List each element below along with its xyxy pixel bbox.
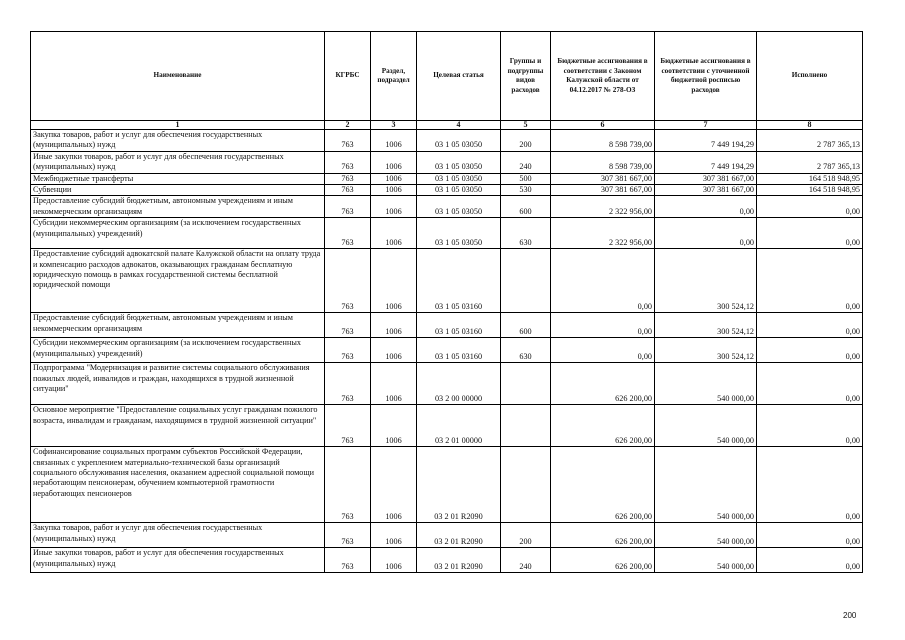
row-kgrbs: 763: [325, 405, 371, 447]
row-section: 1006: [371, 151, 417, 173]
row-kgrbs: 763: [325, 130, 371, 152]
row-kgrbs: 763: [325, 548, 371, 573]
row-law-allocation: 8 598 739,00: [551, 151, 655, 173]
row-expense-group: [501, 363, 551, 405]
row-target-article: 03 1 05 03160: [417, 313, 501, 338]
row-executed: 0,00: [757, 249, 863, 313]
column-number: 8: [757, 121, 863, 130]
row-expense-group: [501, 249, 551, 313]
row-expense-group: 630: [501, 338, 551, 363]
row-target-article: 03 1 05 03050: [417, 173, 501, 184]
row-revised-allocation: 307 381 667,00: [655, 185, 757, 196]
row-executed: 0,00: [757, 218, 863, 249]
row-section: 1006: [371, 313, 417, 338]
page-number: 200: [843, 611, 857, 620]
row-section: 1006: [371, 196, 417, 218]
row-name: Межбюджетные трансферты: [31, 173, 325, 184]
row-revised-allocation: 0,00: [655, 196, 757, 218]
row-law-allocation: 307 381 667,00: [551, 185, 655, 196]
row-executed: 0,00: [757, 548, 863, 573]
row-expense-group: [501, 405, 551, 447]
row-executed: 0,00: [757, 338, 863, 363]
row-target-article: 03 1 05 03160: [417, 249, 501, 313]
row-kgrbs: 763: [325, 447, 371, 523]
budget-table: [30, 31, 863, 573]
column-number: 4: [417, 121, 501, 130]
column-number: 6: [551, 121, 655, 130]
header-executed: Исполнено: [757, 32, 863, 121]
table-row: [31, 548, 863, 573]
row-section: 1006: [371, 447, 417, 523]
row-kgrbs: 763: [325, 218, 371, 249]
row-kgrbs: 763: [325, 185, 371, 196]
row-name: Основное мероприятие "Предоставление социальных услуг гражданам пожилого возраста, инвалидам и гражданам, находящимся в трудной жизненной ситуации": [31, 405, 325, 447]
row-section: 1006: [371, 523, 417, 548]
row-section: 1006: [371, 173, 417, 184]
row-kgrbs: 763: [325, 338, 371, 363]
row-name: Подпрограмма "Модернизация и развитие системы социального обслуживания пожилых людей, инвалидов и граждан, находящихся в трудной жизненной ситуации": [31, 363, 325, 405]
row-law-allocation: 8 598 739,00: [551, 130, 655, 152]
row-executed: 2 787 365,13: [757, 130, 863, 152]
column-number: 2: [325, 121, 371, 130]
header-expense-groups: Группы и подгруппы видов расходов: [501, 32, 551, 121]
row-section: 1006: [371, 405, 417, 447]
table-row: [31, 447, 863, 523]
row-kgrbs: 763: [325, 523, 371, 548]
row-section: 1006: [371, 548, 417, 573]
row-section: 1006: [371, 130, 417, 152]
row-name: Закупка товаров, работ и услуг для обеспечения государственных (муниципальных) нужд: [31, 523, 325, 548]
row-expense-group: 530: [501, 185, 551, 196]
row-revised-allocation: 300 524,12: [655, 249, 757, 313]
table-row: [31, 185, 863, 196]
row-executed: 0,00: [757, 523, 863, 548]
row-name: Предоставление субсидий бюджетным, автономным учреждениям и иным некоммерческим организациям: [31, 313, 325, 338]
row-revised-allocation: 0,00: [655, 218, 757, 249]
row-revised-allocation: 540 000,00: [655, 447, 757, 523]
row-kgrbs: 763: [325, 196, 371, 218]
row-revised-allocation: 300 524,12: [655, 338, 757, 363]
table-row: [31, 249, 863, 313]
header-law-allocations: Бюджетные ассигнования в соответствии с Законом Калужской области от 04.12.2017 № 278-ОЗ: [551, 32, 655, 121]
header-section: Раздел, подраздел: [371, 32, 417, 121]
row-target-article: 03 2 01 R2090: [417, 548, 501, 573]
row-name: Иные закупки товаров, работ и услуг для обеспечения государственных (муниципальных) нужд: [31, 548, 325, 573]
row-name: Субсидии некоммерческим организациям (за исключением государственных (муниципальных) учреждений): [31, 338, 325, 363]
row-expense-group: 240: [501, 548, 551, 573]
row-section: 1006: [371, 363, 417, 405]
column-number: 1: [31, 121, 325, 130]
row-executed: 0,00: [757, 405, 863, 447]
row-executed: 2 787 365,13: [757, 151, 863, 173]
row-expense-group: 630: [501, 218, 551, 249]
row-revised-allocation: 540 000,00: [655, 405, 757, 447]
row-target-article: 03 2 01 00000: [417, 405, 501, 447]
row-executed: 0,00: [757, 196, 863, 218]
row-expense-group: [501, 447, 551, 523]
row-name: Закупка товаров, работ и услуг для обеспечения государственных (муниципальных) нужд: [31, 130, 325, 152]
row-expense-group: 600: [501, 313, 551, 338]
row-executed: 0,00: [757, 447, 863, 523]
table-body: [31, 130, 863, 573]
row-expense-group: 240: [501, 151, 551, 173]
row-law-allocation: 626 200,00: [551, 523, 655, 548]
header-row: [31, 32, 863, 121]
column-number-row: [31, 121, 863, 130]
row-target-article: 03 2 00 00000: [417, 363, 501, 405]
table-row: [31, 196, 863, 218]
table-row: [31, 313, 863, 338]
row-name: Субсидии некоммерческим организациям (за исключением государственных (муниципальных) учреждений): [31, 218, 325, 249]
table-row: [31, 338, 863, 363]
header-kgrbs: КГРБС: [325, 32, 371, 121]
row-executed: 164 518 948,95: [757, 173, 863, 184]
row-target-article: 03 2 01 R2090: [417, 447, 501, 523]
table-row: [31, 363, 863, 405]
row-target-article: 03 1 05 03160: [417, 338, 501, 363]
row-kgrbs: 763: [325, 249, 371, 313]
row-law-allocation: 626 200,00: [551, 548, 655, 573]
table-row: [31, 173, 863, 184]
row-revised-allocation: 7 449 194,29: [655, 151, 757, 173]
row-name: Софинансирование социальных программ субъектов Российской Федерации, связанных с укреплением материально-технической базы организаций социального обслуживания населения, оказанием адресной социальной помощи неработающим пенсионерам, обучением компьютерной грамотности неработающих пенсионеров: [31, 447, 325, 523]
row-revised-allocation: 540 000,00: [655, 363, 757, 405]
table-row: [31, 523, 863, 548]
table-row: [31, 130, 863, 152]
row-kgrbs: 763: [325, 173, 371, 184]
row-law-allocation: 2 322 956,00: [551, 218, 655, 249]
row-law-allocation: 0,00: [551, 249, 655, 313]
row-target-article: 03 1 05 03050: [417, 218, 501, 249]
row-law-allocation: 2 322 956,00: [551, 196, 655, 218]
row-target-article: 03 1 05 03050: [417, 130, 501, 152]
row-law-allocation: 626 200,00: [551, 405, 655, 447]
row-expense-group: 200: [501, 130, 551, 152]
header-name: Наименование: [31, 32, 325, 121]
row-law-allocation: 307 381 667,00: [551, 173, 655, 184]
row-target-article: 03 1 05 03050: [417, 196, 501, 218]
row-expense-group: 200: [501, 523, 551, 548]
table-row: [31, 405, 863, 447]
row-revised-allocation: 300 524,12: [655, 313, 757, 338]
row-executed: 164 518 948,95: [757, 185, 863, 196]
row-expense-group: 500: [501, 173, 551, 184]
row-name: Предоставление субсидий бюджетным, автономным учреждениям и иным некоммерческим организациям: [31, 196, 325, 218]
row-expense-group: 600: [501, 196, 551, 218]
row-revised-allocation: 540 000,00: [655, 548, 757, 573]
row-law-allocation: 0,00: [551, 313, 655, 338]
row-section: 1006: [371, 218, 417, 249]
row-revised-allocation: 540 000,00: [655, 523, 757, 548]
row-law-allocation: 626 200,00: [551, 363, 655, 405]
row-section: 1006: [371, 249, 417, 313]
row-law-allocation: 626 200,00: [551, 447, 655, 523]
row-executed: 0,00: [757, 313, 863, 338]
header-revised-allocations: Бюджетные ассигнования в соответствии с уточненной бюджетной росписью расходов: [655, 32, 757, 121]
table-row: [31, 218, 863, 249]
column-number: 5: [501, 121, 551, 130]
column-number: 7: [655, 121, 757, 130]
row-revised-allocation: 307 381 667,00: [655, 173, 757, 184]
row-kgrbs: 763: [325, 313, 371, 338]
table-row: [31, 151, 863, 173]
row-target-article: 03 1 05 03050: [417, 185, 501, 196]
row-target-article: 03 2 01 R2090: [417, 523, 501, 548]
row-section: 1006: [371, 185, 417, 196]
row-name: Иные закупки товаров, работ и услуг для обеспечения государственных (муниципальных) нужд: [31, 151, 325, 173]
header-target-article: Целевая статья: [417, 32, 501, 121]
row-kgrbs: 763: [325, 151, 371, 173]
row-kgrbs: 763: [325, 363, 371, 405]
row-name: Предоставление субсидий адвокатской палате Калужской области на оплату труда и компенсацию расходов адвокатов, оказывающих гражданам бесплатную юридическую помощь в рамках государственной системы бесплатной юридической помощи: [31, 249, 325, 313]
row-executed: 0,00: [757, 363, 863, 405]
row-revised-allocation: 7 449 194,29: [655, 130, 757, 152]
row-name: Субвенции: [31, 185, 325, 196]
row-target-article: 03 1 05 03050: [417, 151, 501, 173]
column-number: 3: [371, 121, 417, 130]
row-law-allocation: 0,00: [551, 338, 655, 363]
row-section: 1006: [371, 338, 417, 363]
